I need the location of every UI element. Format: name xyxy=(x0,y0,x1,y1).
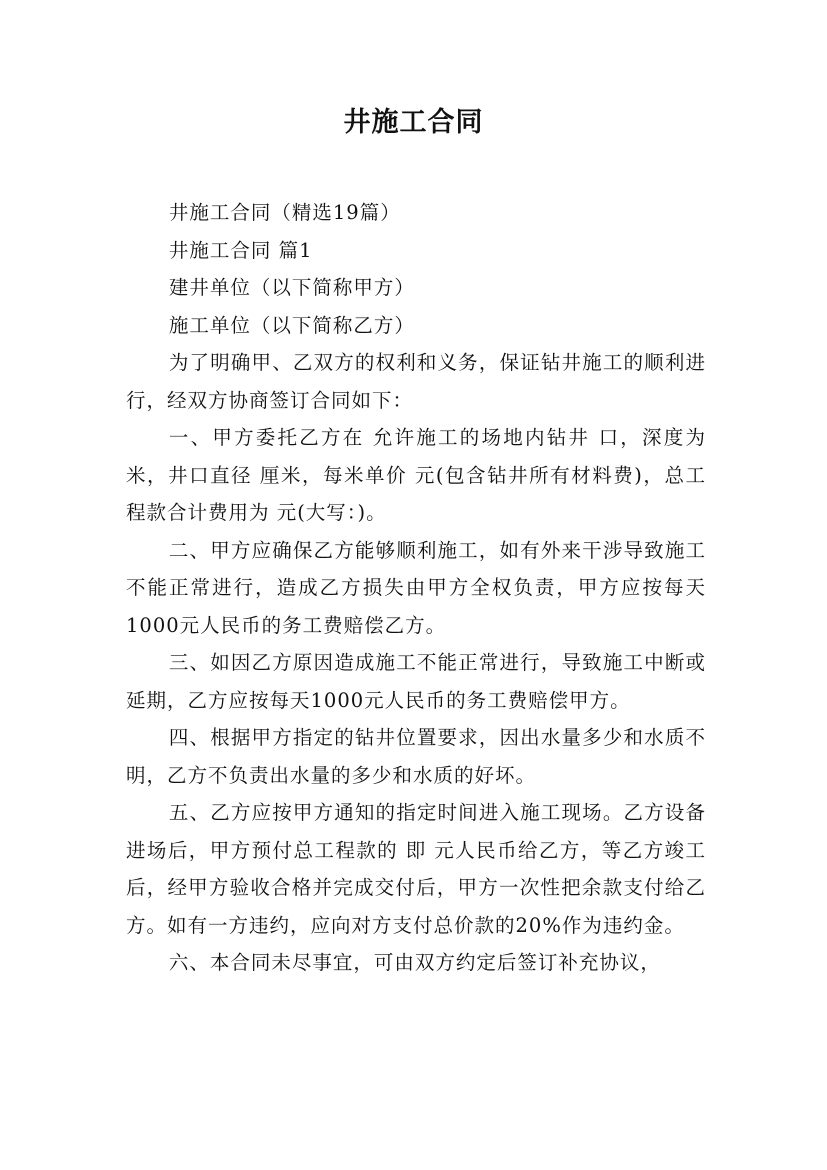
paragraph-clause-6: 六、本合同未尽事宜，可由双方约定后签订补充协议， xyxy=(168,951,661,974)
paragraph-clause-2: 二、甲方应确保乙方能够顺利施工，如有外来干涉导致施工不能正常进行，造成乙方损失由甲方全权负责，甲方应按每天1000元人民币的务工费赔偿乙方。 xyxy=(126,538,706,637)
document-title: 井施工合同 xyxy=(343,107,484,138)
document-body xyxy=(126,194,706,982)
paragraph-subtitle: 井施工合同（精选19篇） xyxy=(168,201,401,224)
paragraph-clause-4: 四、根据甲方指定的钻井位置要求，因出水量多少和水质不明，乙方不负责出水量的多少和水质的好坏。 xyxy=(126,726,706,787)
paragraph-party-a: 建井单位（以下简称甲方） xyxy=(168,276,415,299)
paragraph-clause-5: 五、乙方应按甲方通知的指定时间进入施工现场。乙方设备进场后，甲方预付总工程款的 即 元人民币给乙方，等乙方竣工后，经甲方验收合格并完成交付后，甲方一次性把余款支付给乙方。如有一方违约，应向对方支付总价款的20%作为违约金。 xyxy=(126,801,706,937)
paragraph-clause-3: 三、如因乙方原因造成施工不能正常进行，导致施工中断或延期，乙方应按每天1000元人民币的务工费赔偿甲方。 xyxy=(126,651,706,712)
paragraph-clause-1: 一、甲方委托乙方在 允许施工的场地内钻井 口，深度为 米，井口直径 厘米，每米单价 元(包含钻井所有材料费)，总工程款合计费用为 元(大写：)。 xyxy=(126,426,706,524)
paragraph-preamble: 为了明确甲、乙双方的权利和义务，保证钻井施工的顺利进行，经双方协商签订合同如下： xyxy=(126,351,706,412)
paragraph-party-b: 施工单位（以下简称乙方） xyxy=(168,313,415,337)
paragraph-chapter-heading: 井施工合同 篇1 xyxy=(168,238,313,262)
